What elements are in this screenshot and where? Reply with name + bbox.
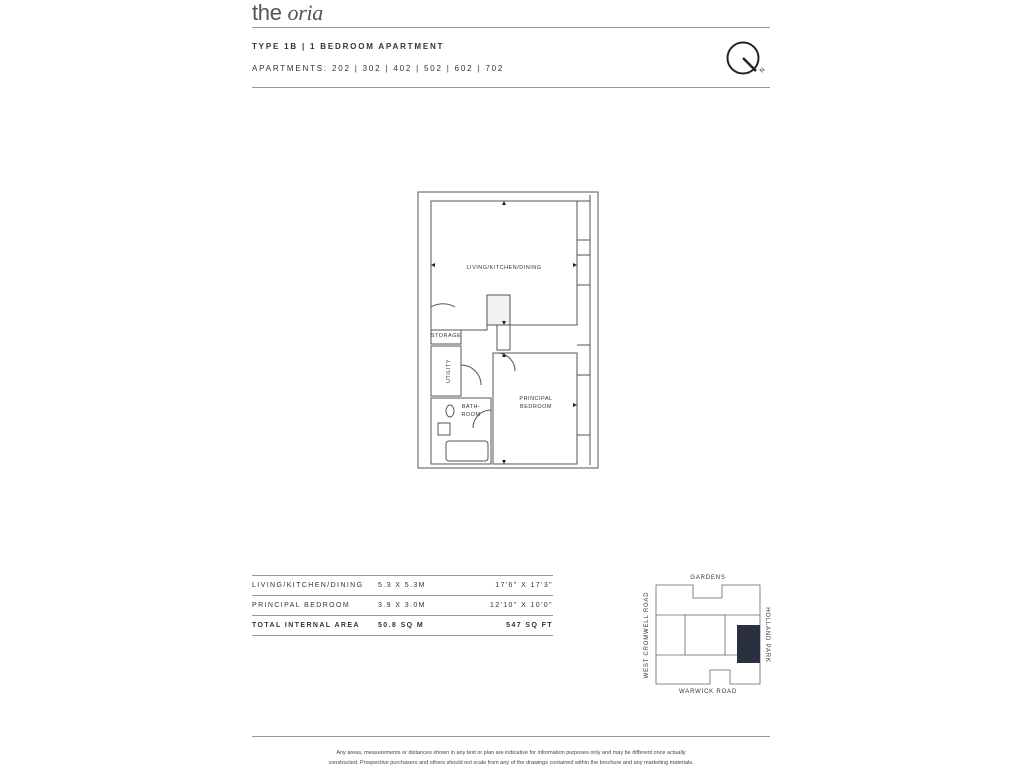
dim-arrow-living-top [502, 201, 506, 205]
room-label-bath-2: ROOM [461, 412, 481, 418]
row-metric: 3.9 X 3.0M [378, 602, 426, 609]
room-label-storage: STORAGE [430, 333, 462, 339]
toilet [446, 405, 454, 417]
table-row-total [252, 615, 553, 636]
row-name: TOTAL INTERNAL AREA [252, 622, 360, 629]
header-rule-bottom [252, 87, 770, 88]
compass-n-label: N [759, 67, 767, 75]
room-label-bedroom-1: PRINCIPAL [519, 396, 553, 402]
key-plan-east-label: HOLLAND PARK [764, 607, 770, 663]
footer-rule [252, 736, 770, 737]
header-rule-top [252, 27, 770, 28]
living-room-outline [431, 201, 577, 350]
row-imperial: 547 SQ FT [506, 622, 553, 629]
row-metric: 50.8 SQ M [378, 622, 425, 629]
key-plan-courtyard [685, 615, 725, 655]
bathtub [446, 441, 488, 461]
dim-arrow-living-left [431, 263, 435, 267]
basin [438, 423, 450, 435]
disclaimer [252, 748, 770, 768]
disclaimer-line-1: Any areas, measurements or distances shown in any text or plan are indicative for information purposes only and may be different once actually [336, 750, 686, 756]
floor-plan [400, 185, 610, 475]
row-imperial: 17'6" X 17'3" [495, 582, 553, 589]
brand-logo [252, 0, 323, 26]
utility-door-swing [461, 365, 481, 385]
disclaimer-line-2: constructed. Prospective purchasers and others should not scale from any of the drawings contained within the brochure and any marketing materials. [328, 760, 694, 766]
key-plan-unit-highlight [737, 625, 760, 663]
row-name: LIVING/KITCHEN/DINING [252, 582, 364, 589]
window-marks [577, 201, 590, 435]
key-plan-west-label: WEST CROMWELL ROAD [644, 591, 650, 679]
type-title: TYPE 1B | 1 BEDROOM APARTMENT [252, 42, 445, 51]
entrance-door-swing [431, 304, 455, 307]
dim-arrow-bed-bottom [502, 460, 506, 464]
row-name: PRINCIPAL BEDROOM [252, 602, 351, 609]
room-label-bedroom-2: BEDROOM [520, 404, 552, 410]
kitchen-core [487, 295, 510, 325]
brand-prefix: the [252, 0, 288, 25]
apartments-list: APARTMENTS: 202 | 302 | 402 | 502 | 602 | 702 [252, 64, 505, 73]
key-plan-north-label: GARDENS [690, 575, 726, 581]
room-label-living: LIVING/KITCHEN/DINING [466, 265, 542, 271]
row-imperial: 12'10" X 10'0" [489, 602, 553, 609]
dim-arrow-bed-right [573, 403, 577, 407]
table-row [252, 595, 553, 615]
dim-arrow-living-right [573, 263, 577, 267]
room-label-bath-1: BATH- [461, 404, 481, 410]
key-plan-south-label: WARWICK ROAD [679, 689, 737, 695]
key-plan [630, 565, 780, 705]
area-schedule-table [252, 575, 553, 636]
compass-north-icon [726, 40, 770, 80]
room-label-utility: UTILITY [446, 359, 452, 383]
row-metric: 5.3 X 5.3M [378, 582, 426, 589]
bedroom-door-swing [497, 353, 515, 371]
table-row [252, 575, 553, 595]
brand-suffix: oria [287, 0, 323, 25]
